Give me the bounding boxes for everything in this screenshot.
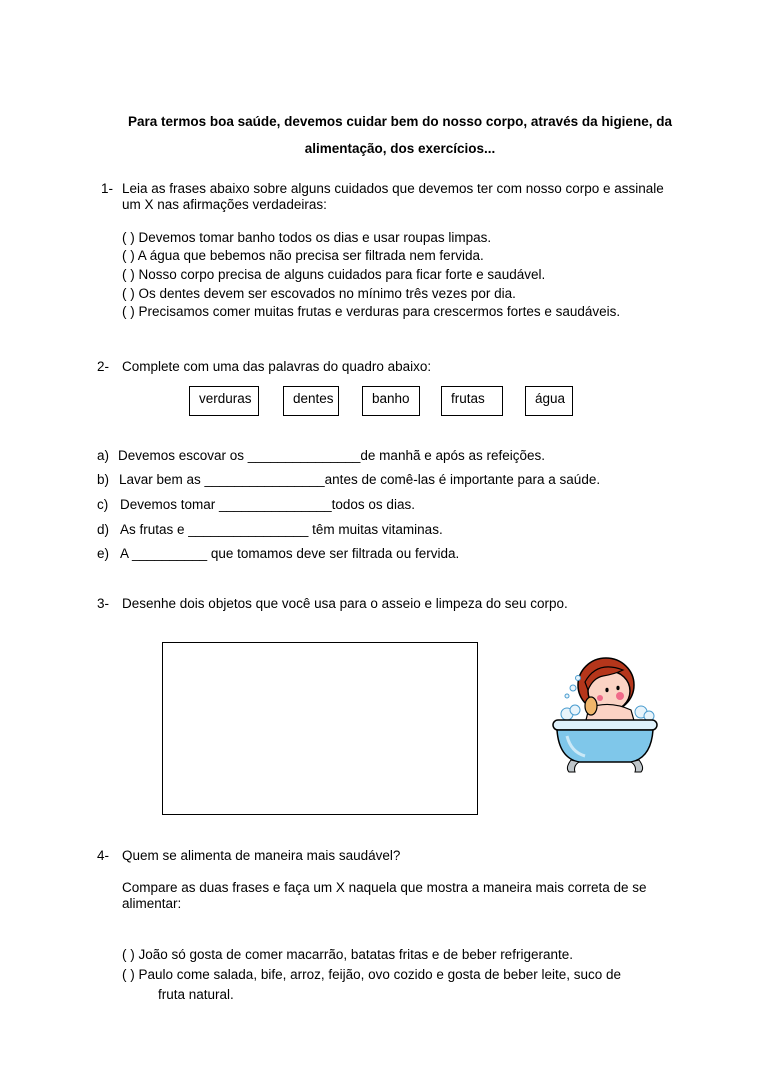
q1-item: ( ) Nosso corpo precisa de alguns cuidados para ficar forte e saudável. — [122, 267, 546, 282]
word-box-agua: água — [525, 386, 573, 416]
q2-sentence-label: b) — [97, 472, 110, 487]
q4-number: 4- — [97, 848, 110, 863]
q3-number: 3- — [97, 596, 110, 611]
q4-instruction-line1: Compare as duas frases e faça um X naquela que mostra a maneira mais correta de se — [122, 880, 647, 895]
page-title-line2: alimentação, dos exercícios... — [304, 141, 496, 156]
q2-sentence-text: A __________ que tomamos deve ser filtrada ou fervida. — [120, 546, 460, 561]
q1-item: ( ) Os dentes devem ser escovados no mínimo três vezes por dia. — [122, 286, 516, 301]
q3-instruction: Desenhe dois objetos que você usa para o asseio e limpeza do seu corpo. — [122, 596, 568, 611]
q4-question: Quem se alimenta de maneira mais saudável? — [122, 848, 401, 863]
q2-sentence-text: Lavar bem as ________________antes de comê-las é importante para a saúde. — [119, 472, 601, 487]
q4-option-joao: ( ) João só gosta de comer macarrão, batatas fritas e de beber refrigerante. — [122, 947, 573, 962]
q2-instruction: Complete com uma das palavras do quadro abaixo: — [122, 359, 432, 374]
word-box-banho: banho — [362, 386, 420, 416]
q2-sentence-text: Devemos tomar _______________todos os dias. — [120, 497, 415, 512]
q1-item: ( ) Precisamos comer muitas frutas e verduras para crescermos fortes e saudáveis. — [122, 304, 621, 319]
bathtub-child-illustration — [545, 652, 665, 777]
page-title-line1: Para termos boa saúde, devemos cuidar bem do nosso corpo, através da higiene, da — [128, 114, 672, 129]
q2-sentence-label: e) — [97, 546, 110, 561]
q1-number: 1- — [101, 181, 114, 196]
q1-instruction-line1: Leia as frases abaixo sobre alguns cuidados que devemos ter com nosso corpo e assinale — [122, 181, 664, 196]
drawing-area-box — [162, 642, 478, 815]
q1-item: ( ) Devemos tomar banho todos os dias e usar roupas limpas. — [122, 230, 492, 245]
word-box-dentes: dentes — [283, 386, 339, 416]
q2-sentence-label: a) — [97, 448, 110, 463]
q2-sentence-label: c) — [97, 497, 109, 512]
q4-option-paulo-line2: fruta natural. — [158, 987, 234, 1002]
q2-sentence-text: Devemos escovar os _______________de manhã e após as refeições. — [118, 448, 546, 463]
word-box-frutas: frutas — [441, 386, 503, 416]
q4-option-paulo-line1: ( ) Paulo come salada, bife, arroz, feijão, ovo cozido e gosta de beber leite, suco de — [122, 967, 622, 982]
q2-sentence-text: As frutas e ________________ têm muitas vitaminas. — [120, 522, 443, 537]
q1-instruction-line2: um X nas afirmações verdadeiras: — [122, 197, 327, 212]
q1-item: ( ) A água que bebemos não precisa ser filtrada nem fervida. — [122, 248, 484, 263]
q2-number: 2- — [97, 359, 110, 374]
q4-instruction-line2: alimentar: — [122, 896, 182, 911]
word-box-verduras: verduras — [189, 386, 259, 416]
q2-sentence-label: d) — [97, 522, 110, 537]
